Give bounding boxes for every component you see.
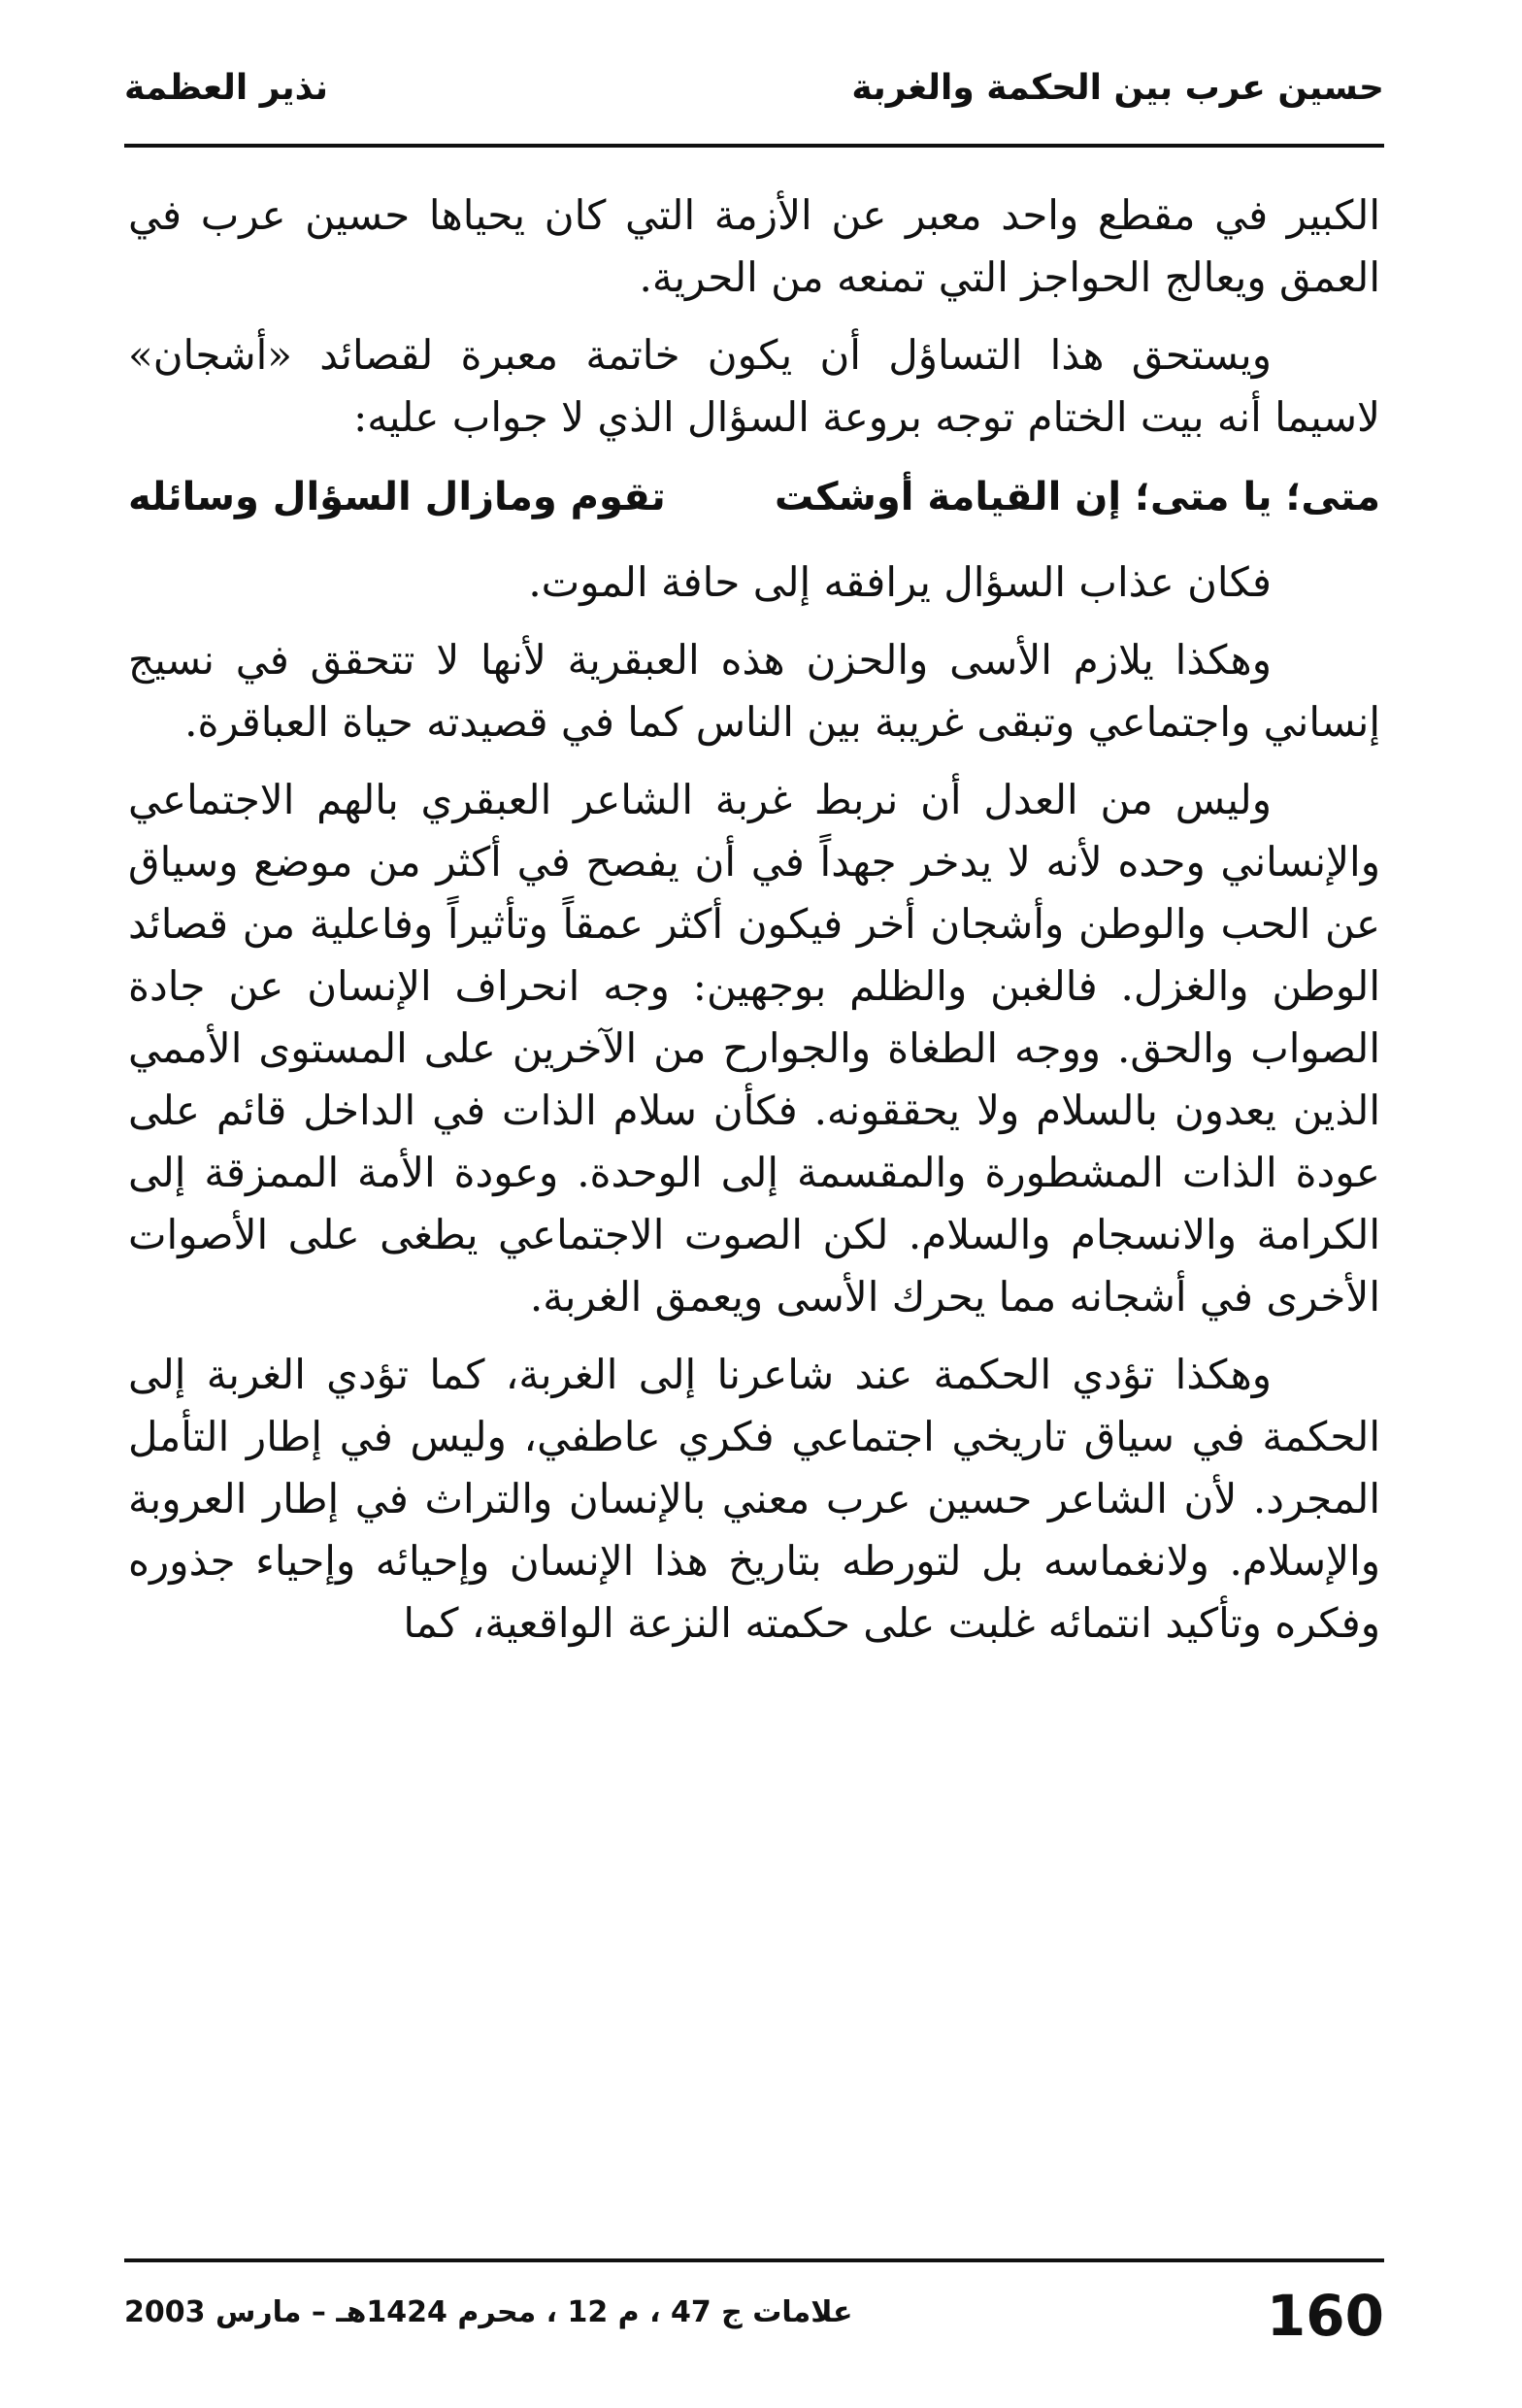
footer-divider [124,2258,1384,2262]
paragraph-6: وهكذا تؤدي الحكمة عند شاعرنا إلى الغربة، كما تؤدي الغربة إلى الحكمة في سياق تاريخي اجتماعي فكري عاطفي، وليس في إطار التأمل المجرد. لأن الشاعر حسين عرب معني بالإنسان والتراث في إطار العروبة والإسلام. ولانغماسه بل لتورطه بتاريخ هذا الإنسان وإحيائه وإحياء جذوره وفكره وتأكيد انتمائه غلبت على حكمته النزعة الواقعية، كما [128,1351,1380,1647]
article-title: حسين عرب بين الحكمة والغربة [851,68,1384,108]
paragraph-2: ويستحق هذا التساؤل أن يكون خاتمة معبرة لقصائد «أشجان» لاسيما أنه بيت الختام توجه بروعة السؤال الذي لا جواب عليه: [128,331,1380,441]
header-divider [124,144,1384,148]
article-body [128,184,1380,1670]
paragraph-1: الكبير في مقطع واحد معبر عن الأزمة التي كان يحياها حسين عرب في العمق ويعالج الحواجز التي تمنعه من الحرية. [128,191,1380,301]
running-header [124,60,1384,138]
running-footer [124,2278,1384,2375]
paragraph-3: فكان عذاب السؤال يرافقه إلى حافة الموت. [528,558,1272,606]
page-number: 160 [1266,2283,1384,2349]
author-name: نذير العظمة [124,68,328,108]
journal-issue-info: علامات ج 47 ، م 12 ، محرم 1424هـ – مارس 2003 [124,2295,853,2329]
verse-first-hemistich: متى؛ يا متى؛ إن القيامة أوشكت [774,475,1380,519]
paragraph-4: وهكذا يلازم الأسى والحزن هذه العبقرية لأنها لا تتحقق في نسيج إنساني واجتماعي وتبقى غريبة بين الناس كما في قصيدته حياة العباقرة. [128,636,1380,746]
paragraph-5: وليس من العدل أن نربط غربة الشاعر العبقري بالهم الاجتماعي والإنساني وحده لأنه لا يدخر جهداً في أن يفصح في أكثر من موضع وسياق عن الحب والوطن وأشجان أخر فيكون أكثر عمقاً وتأثيراً وفاعلية من قصائد الوطن والغزل. فالغبن والظلم بوجهين: وجه انحراف الإنسان عن جادة الصواب والحق. ووجه الطغاة والجوارح من الآخرين على المستوى الأممي الذين يعدون بالسلام ولا يحققونه. فكأن سلام الذات في الداخل قائم على عودة الذات المشطورة والمقسمة إلى الوحدة. وعودة الأمة الممزقة إلى الكرامة والانسجام والسلام. لكن الصوت الاجتماعي يطغى على الأصوات الأخرى في أشجانه مما يحرك الأسى ويعمق الغربة. [128,776,1380,1321]
verse-second-hemistich: تقوم ومازال السؤال وسائله [128,475,666,519]
poem-verse [128,466,1380,528]
